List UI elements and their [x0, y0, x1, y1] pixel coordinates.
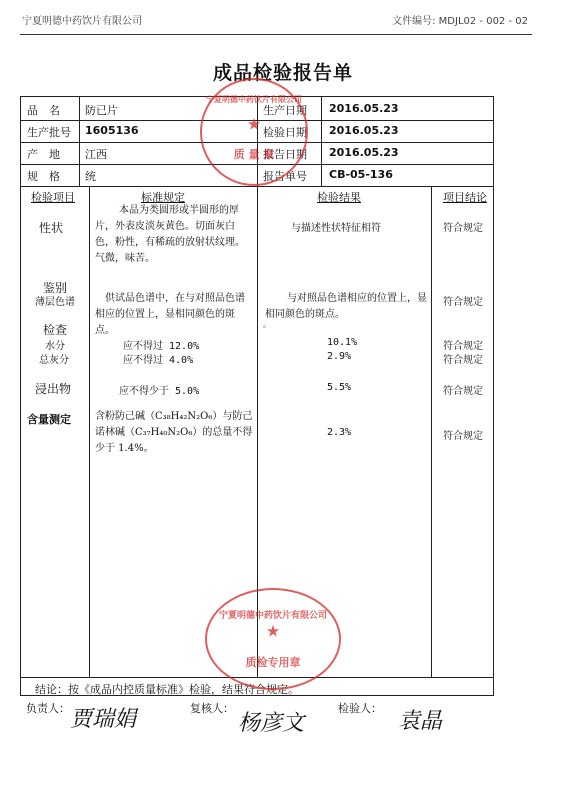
conclusion-jinchuwu: 符合规定: [443, 386, 483, 397]
stray-mark: 。: [263, 320, 271, 329]
item-xingzhuang: 性状: [39, 221, 64, 235]
info-label-batch: 生产批号: [27, 126, 71, 139]
seal-top-company: 宁夏明德中药饮片有限公司: [206, 95, 302, 104]
standard-hanliang: 含粉防己碱（C₃₈H₄₂N₂O₆）与防己诺林碱（C₃₇H₄₀N₂O₆）的总量不得少于 1.4%。: [95, 411, 253, 454]
header-divider: [20, 34, 532, 35]
item-hanliang: 含量测定: [27, 413, 71, 426]
info-label-prod-date: 生产日期: [263, 104, 307, 117]
item-zonghuifen: 总灰分: [39, 355, 69, 366]
info-value-batch: 1605136: [85, 124, 139, 137]
star-icon: ★: [265, 621, 281, 641]
responsible-label: 负责人：: [26, 702, 70, 715]
quality-seal-top: [200, 78, 308, 186]
page-title: 成品检验报告单: [212, 62, 353, 84]
report-conclusion: 结论：按《成品内控质量标准》检验，结果符合规定。: [35, 683, 299, 696]
col-divider: [79, 97, 80, 186]
conclusion-shuifen: 符合规定: [443, 341, 483, 352]
info-value-report-no: CB-05-136: [329, 168, 393, 181]
col-header-conclusion: 项目结论: [443, 191, 487, 204]
result-jianbie: 与对照品色谱相应的位置上，显相同颜色的斑点。: [265, 293, 427, 320]
info-label-test-date: 检验日期: [263, 126, 307, 139]
conclusion-zonghuifen: 符合规定: [443, 355, 483, 366]
result-hanliang: 2.3%: [327, 427, 352, 438]
inspector-signature: 袁晶: [398, 709, 443, 734]
standard-xingzhuang: 本品为类圆形或半圆形的厚片，外表皮淡灰黄色。切面灰白色，粉性，有稀疏的放射状纹理。气微，味苦。: [95, 205, 245, 264]
seal-bottom-company: 宁夏明德中药饮片有限公司: [218, 611, 327, 621]
item-shuifen: 水分: [45, 341, 65, 352]
info-label-name: 品 名: [27, 104, 60, 117]
reviewer-label: 复核人：: [190, 702, 234, 715]
seal-bottom-label: 质检专用章: [245, 656, 301, 669]
result-shuifen: 10.1%: [327, 337, 358, 348]
col-divider: [431, 186, 432, 677]
col-divider: [89, 186, 90, 677]
standard-zonghuifen: 应不得过 4.0%: [123, 355, 194, 366]
info-value-prod-date: 2016.05.23: [329, 102, 399, 115]
info-label-report-date: 报告日期: [263, 148, 307, 161]
info-value-origin: 江西: [85, 148, 107, 161]
conclusion-jianbie: 符合规定: [443, 297, 483, 308]
info-label-spec: 规 格: [27, 170, 60, 183]
responsible-signature: 贾瑞娟: [70, 707, 137, 732]
col-header-standard: 标准规定: [141, 191, 185, 204]
reviewer-signature: 杨彦文: [238, 711, 305, 736]
standard-jinchuwu: 应不得少于 5.0%: [119, 386, 200, 397]
document-number: 文件编号: MDJL02 - 002 - 02: [392, 16, 528, 27]
info-value-test-date: 2016.05.23: [329, 124, 399, 137]
col-header-result: 检验结果: [317, 191, 361, 204]
conclusion-xingzhuang: 符合规定: [443, 223, 483, 234]
conclusion-hanliang: 符合规定: [443, 431, 483, 442]
item-jianbie-sub: 薄层色谱: [35, 297, 75, 308]
standard-jianbie: 供试品色谱中，在与对照品色谱相应的位置上，显相同颜色的斑点。: [95, 293, 245, 336]
item-jianbie: 鉴别: [43, 281, 68, 295]
result-zonghuifen: 2.9%: [327, 351, 352, 362]
info-value-name: 防已片: [85, 104, 118, 117]
col-divider: [321, 97, 322, 186]
info-value-spec: 统: [85, 170, 96, 183]
standard-shuifen: 应不得过 12.0%: [123, 341, 200, 352]
info-label-origin: 产 地: [27, 148, 60, 161]
item-jinchuwu: 浸出物: [35, 382, 72, 396]
info-value-report-date: 2016.05.23: [329, 146, 399, 159]
info-label-report-no: 报告单号: [263, 170, 307, 183]
company-header: 宁夏明德中药饮片有限公司: [22, 16, 142, 27]
item-jiancha: 检查: [43, 323, 68, 337]
result-jinchuwu: 5.5%: [327, 382, 352, 393]
result-xingzhuang: 与描述性状特征相符: [291, 223, 381, 234]
inspector-label: 检验人：: [338, 702, 382, 715]
star-icon: ★: [246, 114, 262, 134]
inspection-seal-bottom: [205, 588, 341, 690]
col-header-item: 检验项目: [31, 191, 75, 204]
seal-top-label: 质 量 章: [233, 148, 275, 161]
